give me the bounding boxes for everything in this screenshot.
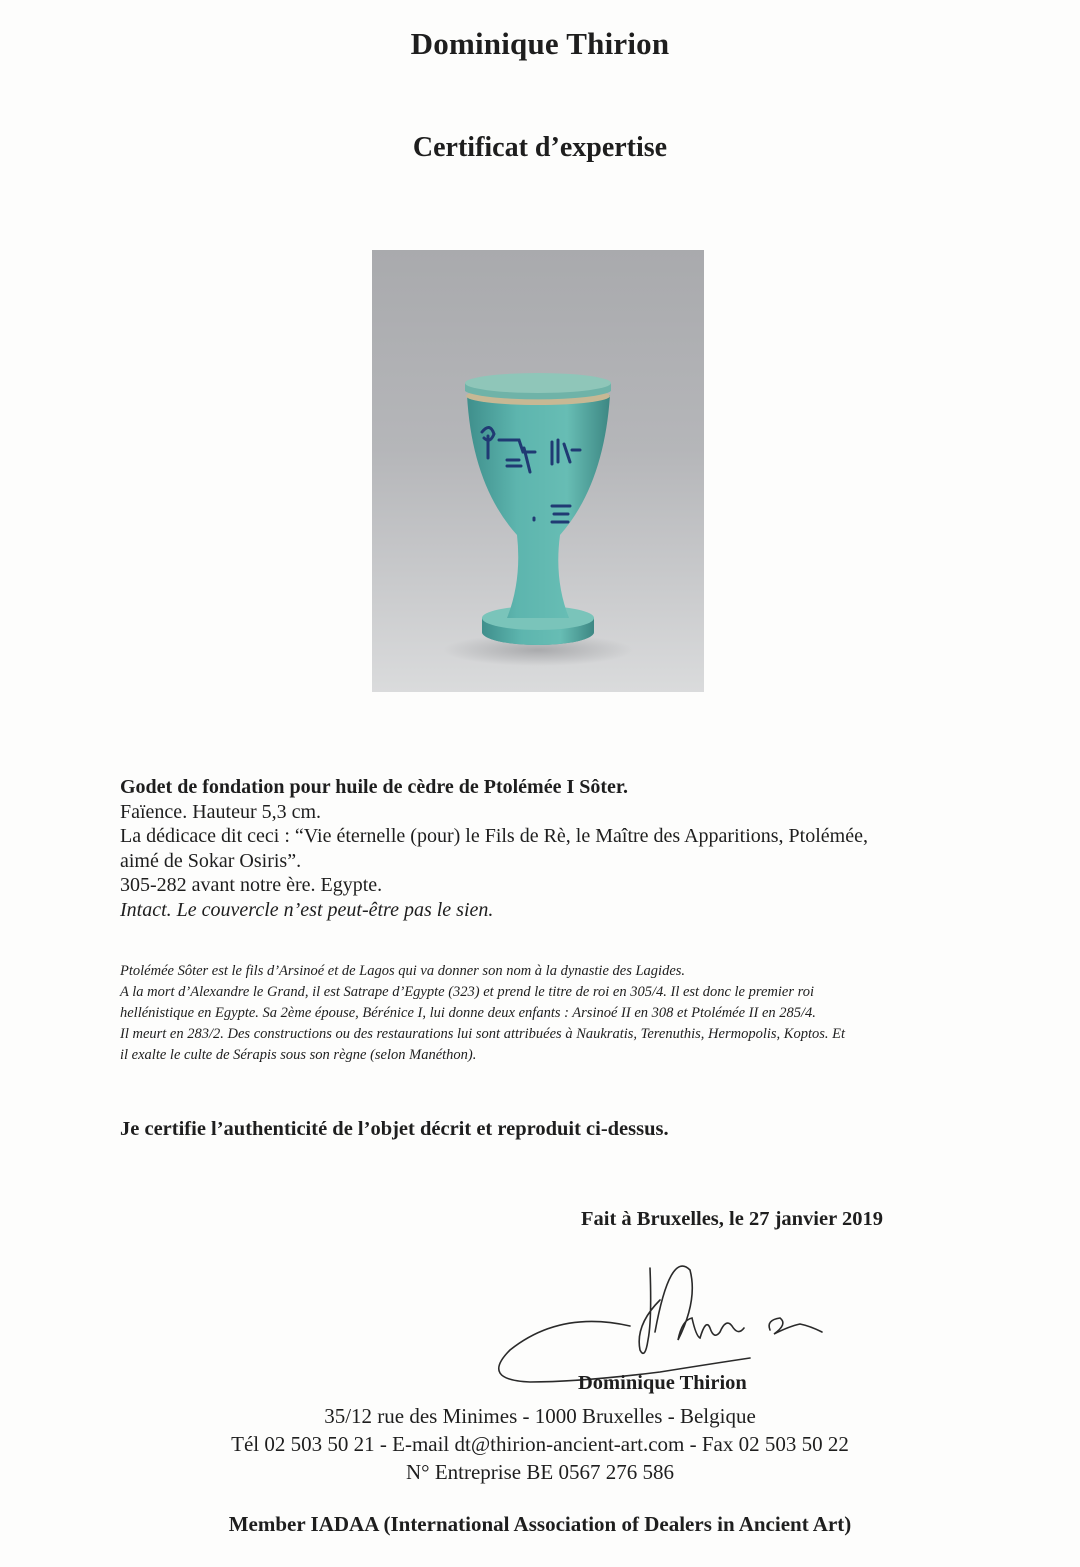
object-title: Godet de fondation pour huile de cèdre de Ptolémée I Sôter. <box>120 776 628 798</box>
notes-line: A la mort d’Alexandre le Grand, il est Satrape d’Egypte (323) et prend le titre de roi en 305/4. Il est donc le premier roi <box>120 984 814 1000</box>
object-date: 305-282 avant notre ère. Egypte. <box>120 874 383 896</box>
signer-name: Dominique Thirion <box>578 1372 747 1394</box>
notes-line: il exalte le culte de Sérapis sous son règne (selon Manéthon). <box>120 1047 477 1063</box>
object-condition: Intact. Le couvercle n’est peut-être pas le sien. <box>120 898 494 921</box>
dealer-name-heading: Dominique Thirion <box>410 26 670 61</box>
certification-statement: Je certifie l’authenticité de l’objet décrit et reproduit ci-dessus. <box>120 1118 669 1140</box>
object-dedication-line-1: La dédicace dit ceci : “Vie éternelle (pour) le Fils de Rè, le Maître des Apparitions, Ptolémée, <box>120 825 868 847</box>
foundation-cup-image <box>372 250 704 692</box>
object-photo <box>372 250 704 692</box>
place-and-date: Fait à Bruxelles, le 27 janvier 2019 <box>581 1208 883 1230</box>
notes-line: Il meurt en 283/2. Des constructions ou des restaurations lui sont attribuées à Naukratis, Terenuthis, Hermopolis, Koptos. Et <box>120 1026 845 1042</box>
phone-email-fax: Tél 02 503 50 21 - E-mail dt@thirion-ancient-art.com - Fax 02 503 50 22 <box>231 1432 849 1456</box>
notes-line: Ptolémée Sôter est le fils d’Arsinoé et de Lagos qui va donner son nom à la dynastie des Lagides. <box>120 963 686 979</box>
handwritten-signature <box>470 1240 890 1390</box>
object-material: Faïence. Hauteur 5,3 cm. <box>120 800 322 823</box>
membership-line: Member IADAA (International Association of Dealers in Ancient Art) <box>228 1512 852 1536</box>
object-description <box>120 775 980 922</box>
certificate-title: Certificat d’expertise <box>412 132 668 163</box>
company-number: N° Entreprise BE 0567 276 586 <box>406 1460 674 1484</box>
contact-info <box>0 1402 1080 1486</box>
signature-icon <box>470 1240 890 1390</box>
historical-notes <box>120 961 1000 1066</box>
object-dedication-line-2: aimé de Sokar Osiris”. <box>120 849 302 872</box>
address: 35/12 rue des Minimes - 1000 Bruxelles - Belgique <box>324 1404 756 1428</box>
notes-line: hellénistique en Egypte. Sa 2ème épouse, Bérénice I, lui donne deux enfants : Arsinoé II en 308 et Ptolémée II en 285/4. <box>120 1005 816 1021</box>
